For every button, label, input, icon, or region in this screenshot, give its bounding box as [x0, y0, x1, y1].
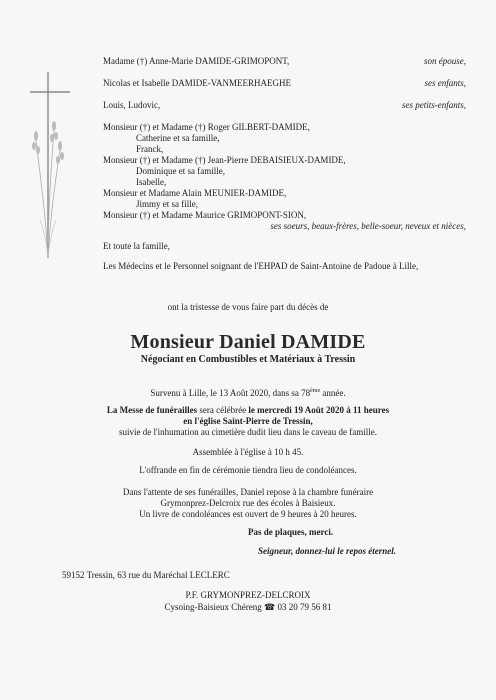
- no-plaques-note: Pas de plaques, merci.: [248, 527, 334, 537]
- funeral-home-line: Dans l'attente de ses funérailles, Daniel repose à la chambre funéraire: [122, 487, 374, 497]
- funeral-home-line: Grymonprez-Delcroix rue des écoles à Baisieux.: [160, 498, 336, 508]
- sibling-line: Isabelle,: [136, 177, 167, 187]
- grandchildren-relation: ses petits-enfants,: [402, 100, 466, 110]
- sibling-line: Catherine et sa famille,: [136, 133, 220, 143]
- undertaker-name: P.F. GRYMONPREZ-DELCROIX: [185, 590, 311, 600]
- mass-where: en l'église Saint-Pierre de Tressin,: [183, 416, 313, 426]
- announcement-text: ont la tristesse de vous faire part du décès de: [167, 302, 329, 312]
- children-relation: ses enfants,: [424, 78, 466, 88]
- sibling-line: Monsieur (†) et Madame (†) Jean-Pierre DEBAISIEUX-DAMIDE,: [103, 155, 346, 165]
- mass-burial: suivie de l'inhumation au cimetière dudit lieu dans le caveau de famille.: [118, 427, 378, 437]
- sibling-line: Monsieur (†) et Madame Maurice GRIMOPONT-SION,: [103, 210, 307, 220]
- sibling-line: Franck,: [136, 144, 164, 154]
- spouse-name: Madame (†) Anne-Marie DAMIDE-GRIMOPONT,: [103, 56, 290, 66]
- death-date: Survenu à Lille, le 13 Août 2020, dans sa 78ème année.: [150, 388, 346, 398]
- children-names: Nicolas et Isabelle DAMIDE-VANMEERHAEGHE: [103, 78, 292, 88]
- mass-when: le mercredi 19 Août 2020 à 11 heures: [248, 405, 390, 415]
- undertaker-contact: [0, 602, 496, 613]
- mass-label: La Messe de funérailles: [106, 405, 198, 415]
- medical-staff: Les Médecins et le Personnel soignant de l'EHPAD de Saint-Antoine de Padoue à Lille,: [103, 261, 419, 271]
- undertaker-location: Cysoing-Baisieux Chéreng: [164, 602, 262, 612]
- offering-note: L'offrande en fin de cérémonie tiendra lieu de condoléances.: [139, 465, 357, 475]
- mass-line: [0, 405, 496, 416]
- sibling-line: Monsieur (†) et Madame (†) Roger GILBERT-DAMIDE,: [103, 122, 310, 132]
- all-family: Et toute la famille,: [103, 241, 170, 251]
- address: 59152 Tressin, 63 rue du Maréchal LECLERC: [62, 570, 230, 580]
- sibling-line: Jimmy et sa fille,: [136, 199, 198, 209]
- undertaker-phone: 03 20 79 56 81: [277, 602, 332, 612]
- cross-wheat-icon: [24, 70, 76, 260]
- funeral-home-line: Un livre de condoléances est ouvert de 9 heures à 20 heures.: [139, 509, 357, 519]
- siblings-relation: ses soeurs, beaux-frères, belle-soeur, neveux et nièces,: [270, 221, 466, 231]
- gathering-time: Assemblée à l'église à 10 h 45.: [192, 447, 304, 457]
- spouse-relation: son épouse,: [424, 56, 466, 66]
- grandchildren-names: Louis, Ludovic,: [103, 100, 161, 110]
- sibling-line: Monsieur et Madame Alain MEUNIER-DAMIDE,: [103, 188, 287, 198]
- sibling-line: Dominique et sa famille,: [136, 166, 225, 176]
- deceased-name: Monsieur Daniel DAMIDE: [130, 331, 366, 353]
- phone-icon: ☎: [264, 602, 276, 612]
- deceased-profession: Négociant en Combustibles et Matériaux à Tressin: [140, 354, 356, 365]
- prayer-text: Seigneur, donnez-lui le repos éternel.: [258, 546, 397, 556]
- mass-text: sera célébrée: [199, 405, 247, 415]
